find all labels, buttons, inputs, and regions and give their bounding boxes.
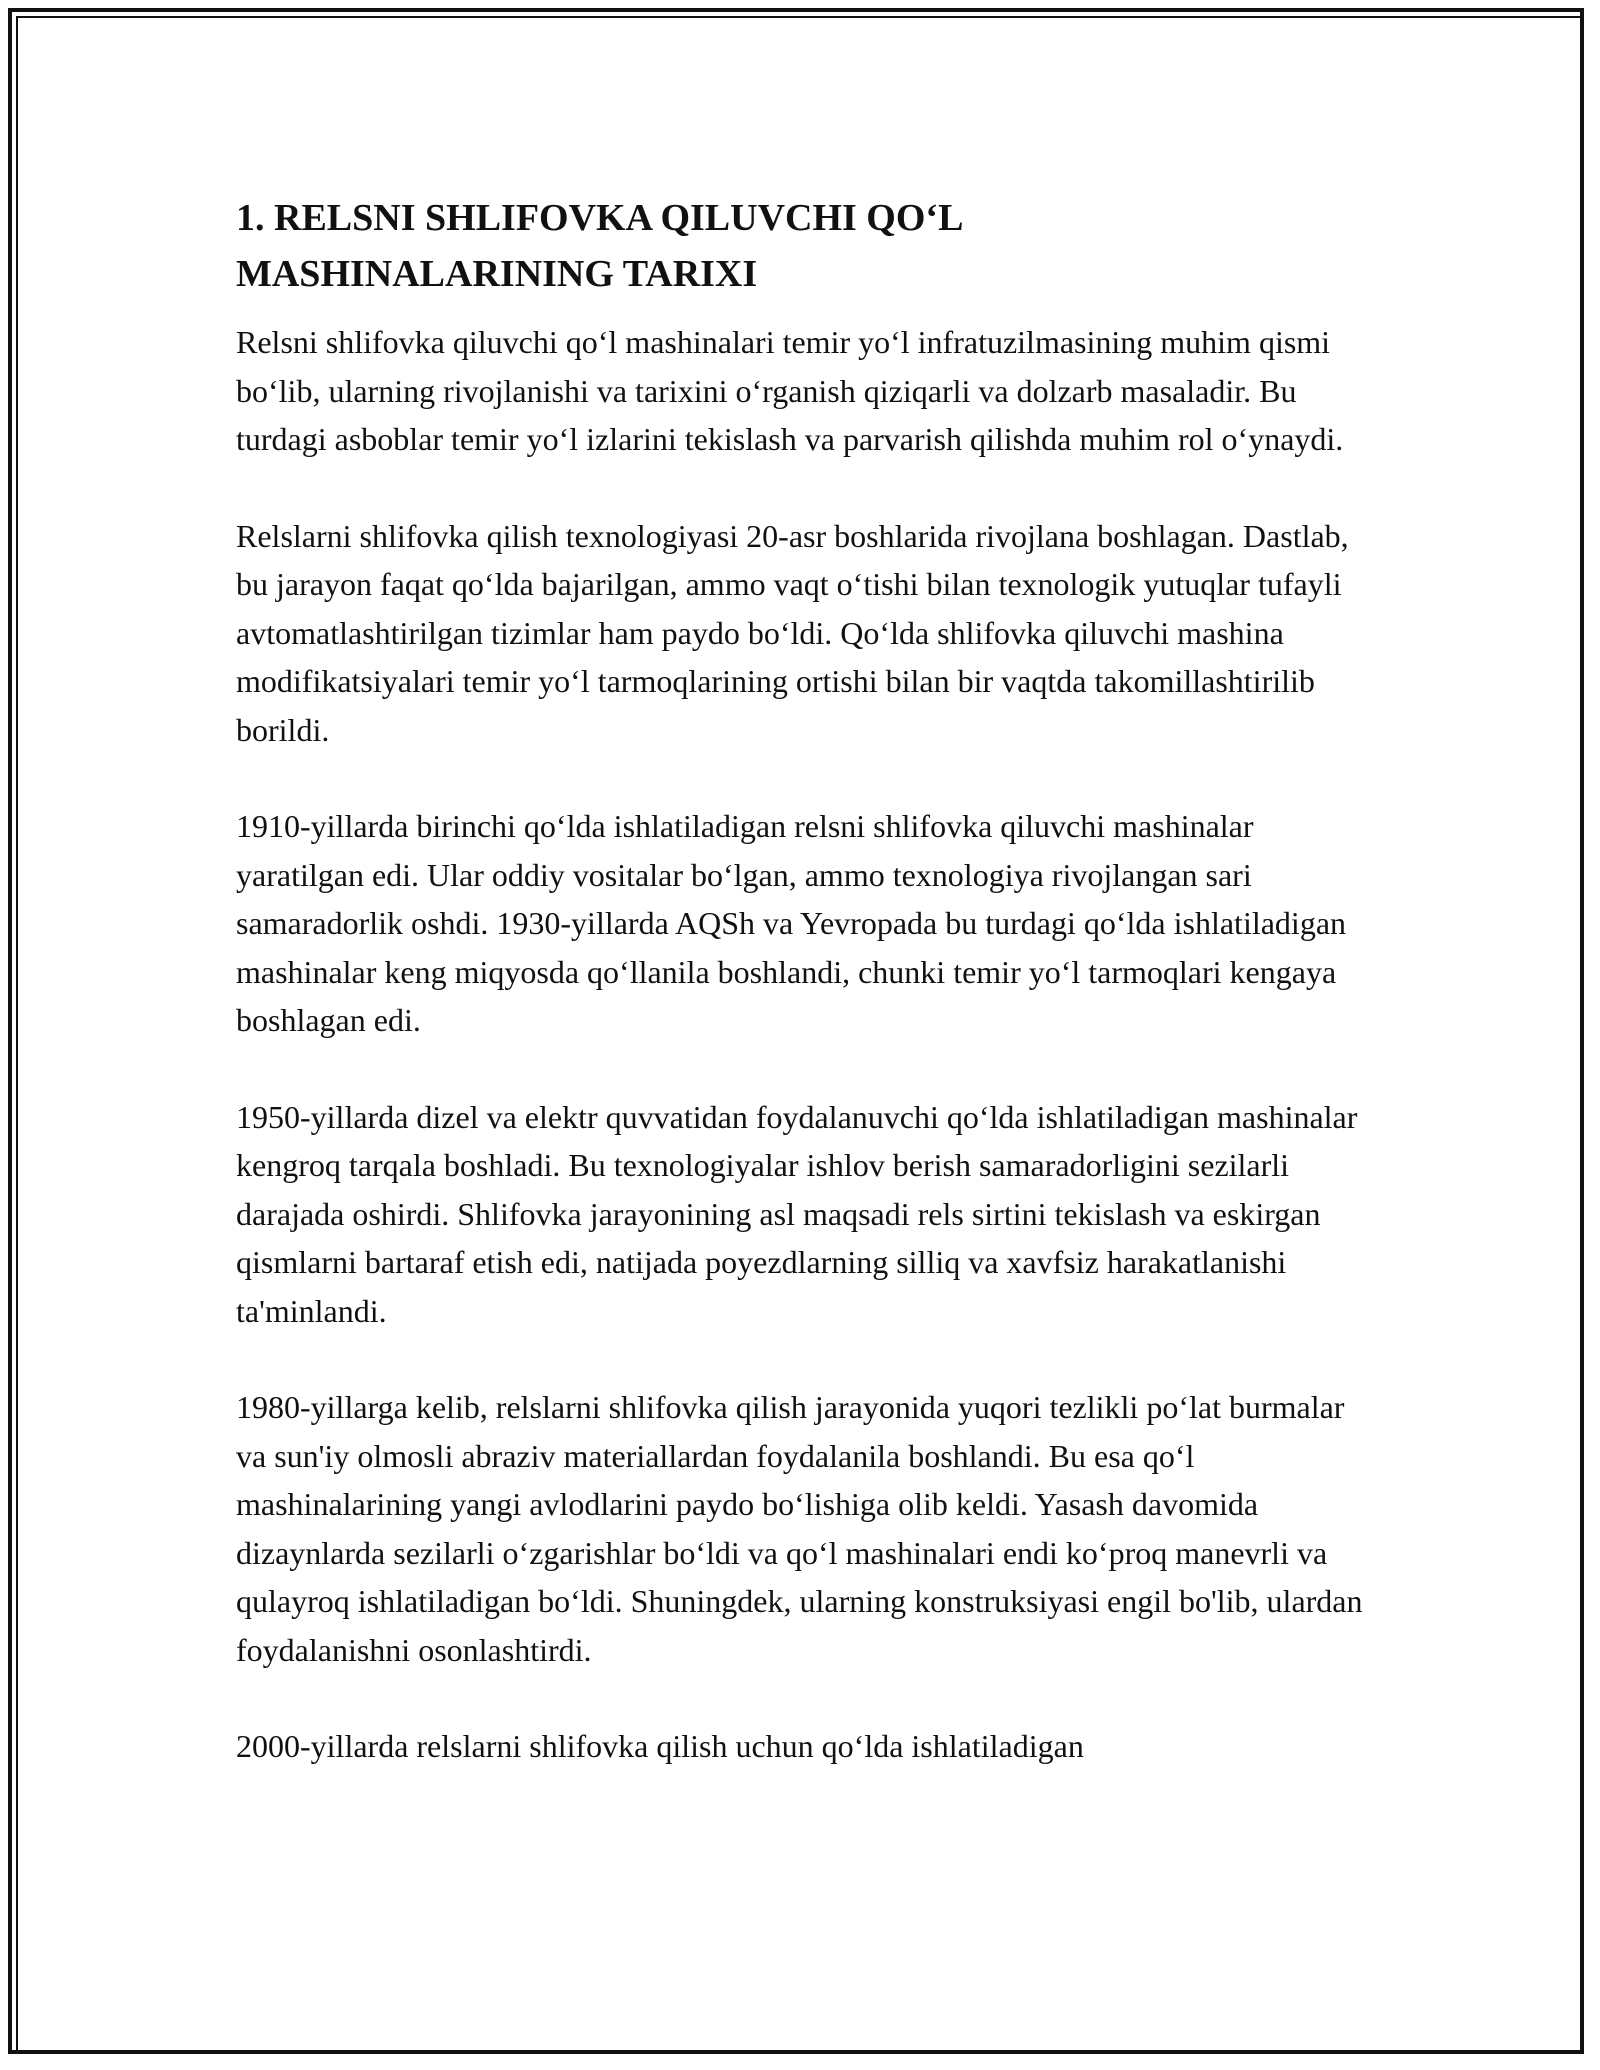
paragraph-5: 1980-yillarga kelib, relslarni shlifovka qilish jarayonida yuqori tezlikli po‘lat burmalar va sun'iy olmosli abraziv materiallardan foydalanila boshlandi. Bu esa qo‘l mashinalarining yangi avlodlarini paydo bo‘lishiga olib keldi. Yasash davomida dizaynlarda sezilarli o‘zgarishlar bo‘ldi va qo‘l mashinalari endi ko‘proq manevrli va qulayroq ishlatiladigan bo‘ldi. Shuningdek, ularning konstruksiyasi engil bo'lib, ulardan foydalanishni osonlashtirdi. <box>236 1389 1363 1668</box>
paragraph-3: 1910-yillarda birinchi qo‘lda ishlatiladigan relsni shlifovka qiluvchi mashinalar yaratilgan edi. Ular oddiy vositalar bo‘lgan, ammo texnologiya rivojlangan sari samaradorlik oshdi. 1930-yillarda AQSh va Yevropada bu turdagi qo‘lda ishlatiladigan mashinalar keng miqyosda qo‘llanila boshlandi, chunki temir yo‘l tarmoqlari kengaya boshlagan edi. <box>236 808 1347 1038</box>
paragraph-6: 2000-yillarda relslarni shlifovka qilish uchun qo‘lda ishlatiladigan <box>236 1728 1084 1764</box>
section-title-line-2: MASHINALARINING TARIXI <box>236 253 758 295</box>
section-title <box>236 190 1366 302</box>
document-body <box>236 190 1366 1819</box>
section-title-line-1: 1. RELSNI SHLIFOVKA QILUVCHI QO‘L <box>236 197 964 239</box>
paragraph-2: Relslarni shlifovka qilish texnologiyasi 20-asr boshlarida rivojlana boshlagan. Dastlab, bu jarayon faqat qo‘lda bajarilgan, ammo vaqt o‘tishi bilan texnologik yutuqlar tufayli avtomatlashtirilgan tizimlar ham paydo bo‘ldi. Qo‘lda shlifovka qiluvchi mashina modifikatsiyalari temir yo‘l tarmoqlarining ortishi bilan bir vaqtda takomillashtirilib borildi. <box>236 517 1349 748</box>
paragraph-1: Relsni shlifovka qiluvchi qo‘l mashinalari temir yo‘l infratuzilmasining muhim qismi bo‘lib, ularning rivojlanishi va tarixini o‘rganish qiziqarli va dolzarb masaladir. Bu turdagi asboblar temir yo‘l izlarini tekislash va parvarish qilishda muhim rol o‘ynaydi. <box>236 324 1344 457</box>
paragraph-4: 1950-yillarda dizel va elektr quvvatidan foydalanuvchi qo‘lda ishlatiladigan mashinalar kengroq tarqala boshladi. Bu texnologiyalar ishlov berish samaradorligini sezilarli darajada oshirdi. Shlifovka jarayonining asl maqsadi rels sirtini tekislash va eskirgan qismlarni bartaraf etish edi, natijada poyezdlarning silliq va xavfsiz harakatlanishi ta'minlandi. <box>236 1098 1358 1329</box>
